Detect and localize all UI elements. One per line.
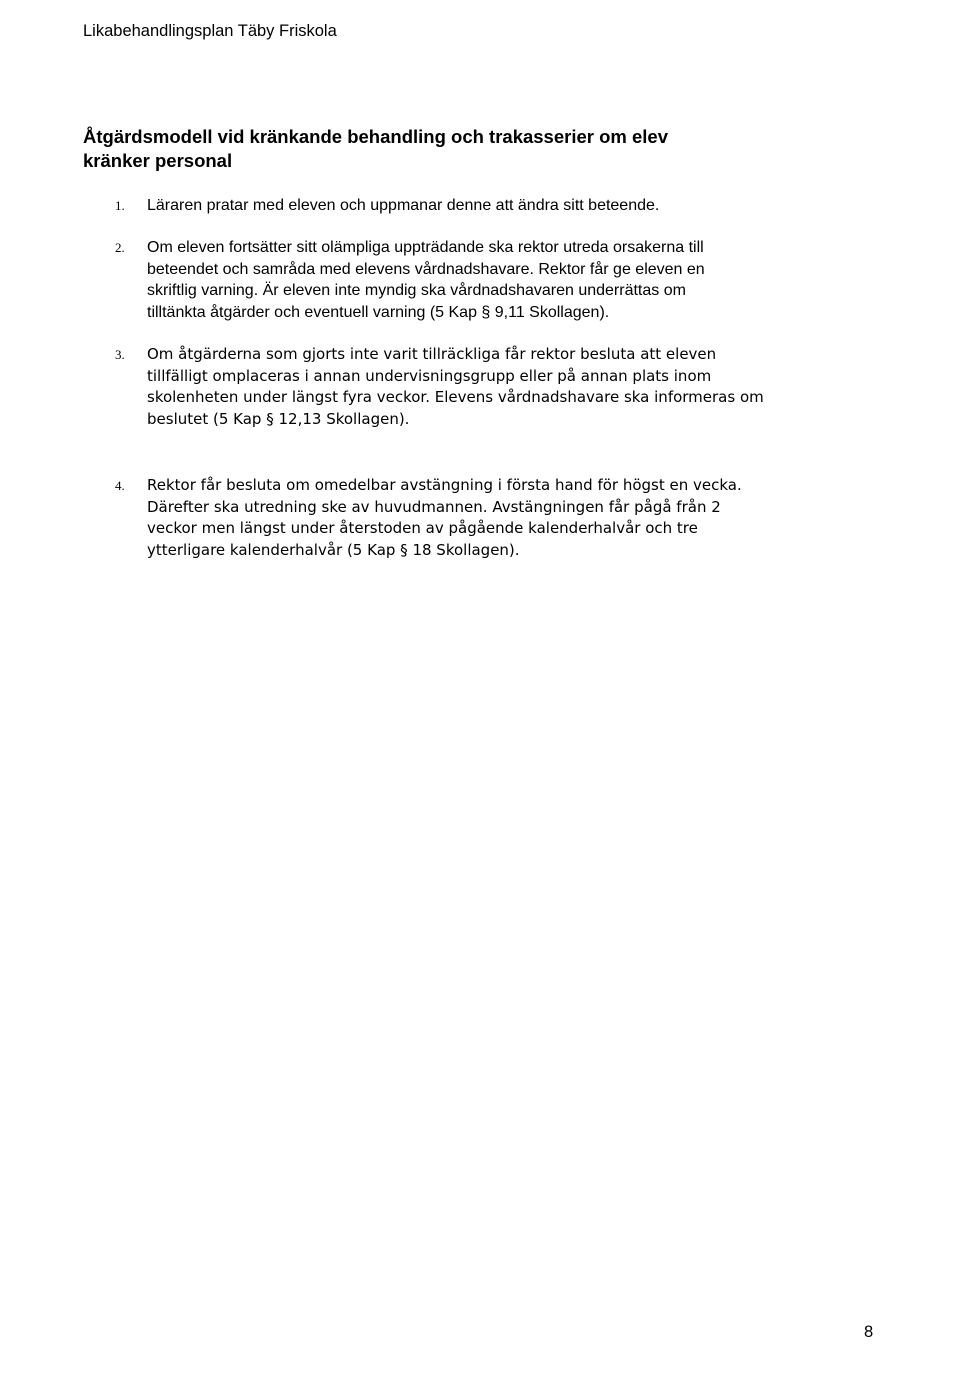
section-heading-line: kränker personal — [83, 150, 233, 171]
list-item-line: beteendet och samråda med elevens vårdnadshavare. Rektor får ge eleven en — [147, 260, 705, 278]
list-item-line: Om åtgärderna som gjorts inte varit tillräckliga får rektor besluta att eleven — [147, 345, 717, 363]
section-heading — [83, 125, 883, 173]
list-item-line: veckor men längst under återstoden av pågående kalenderhalvår och tre — [147, 519, 698, 537]
list-item-line: tilltänkta åtgärder och eventuell varning (5 Kap § 9,11 Skollagen). — [147, 303, 610, 321]
section-heading-line: Åtgärdsmodell vid kränkande behandling och trakasserier om elev — [83, 126, 668, 147]
list-item-text — [147, 475, 867, 561]
list-item-line: Därefter ska utredning ske av huvudmannen. Avstängningen får pågå från 2 — [147, 497, 721, 516]
list-item-line: ytterligare kalenderhalvår (5 Kap § 18 Skollagen). — [147, 540, 520, 559]
list-item-line: Rektor får besluta om omedelbar avstängning i första hand för högst en vecka. — [147, 476, 742, 494]
list-item-line: tillfälligt omplaceras i annan undervisningsgrupp eller på annan plats inom — [147, 366, 712, 385]
list-item-line: beslutet (5 Kap § 12,13 Skollagen). — [147, 409, 410, 428]
list-item-number: 3. — [115, 347, 125, 362]
list-item-text — [147, 237, 867, 323]
list-item-number: 2. — [115, 240, 125, 255]
list-item-line: skolenheten under längst fyra veckor. Elevens vårdnadshavare ska informeras om — [147, 388, 764, 406]
list-item-text — [147, 344, 867, 430]
list-item-number: 4. — [115, 478, 125, 493]
list-item-line: skriftlig varning. Är eleven inte myndig ska vårdnadshavaren underrättas om — [147, 282, 686, 299]
list-item-line: Om eleven fortsätter sitt olämpliga uppträdande ska rektor utreda orsakerna till — [147, 239, 704, 256]
page-number: 8 — [864, 1323, 874, 1341]
list-item-line: Läraren pratar med eleven och uppmanar denne att ändra sitt beteende. — [147, 197, 660, 214]
page-header-title: Likabehandlingsplan Täby Friskola — [83, 22, 337, 40]
list-item-text — [147, 195, 867, 217]
list-item-number: 1. — [115, 198, 125, 213]
